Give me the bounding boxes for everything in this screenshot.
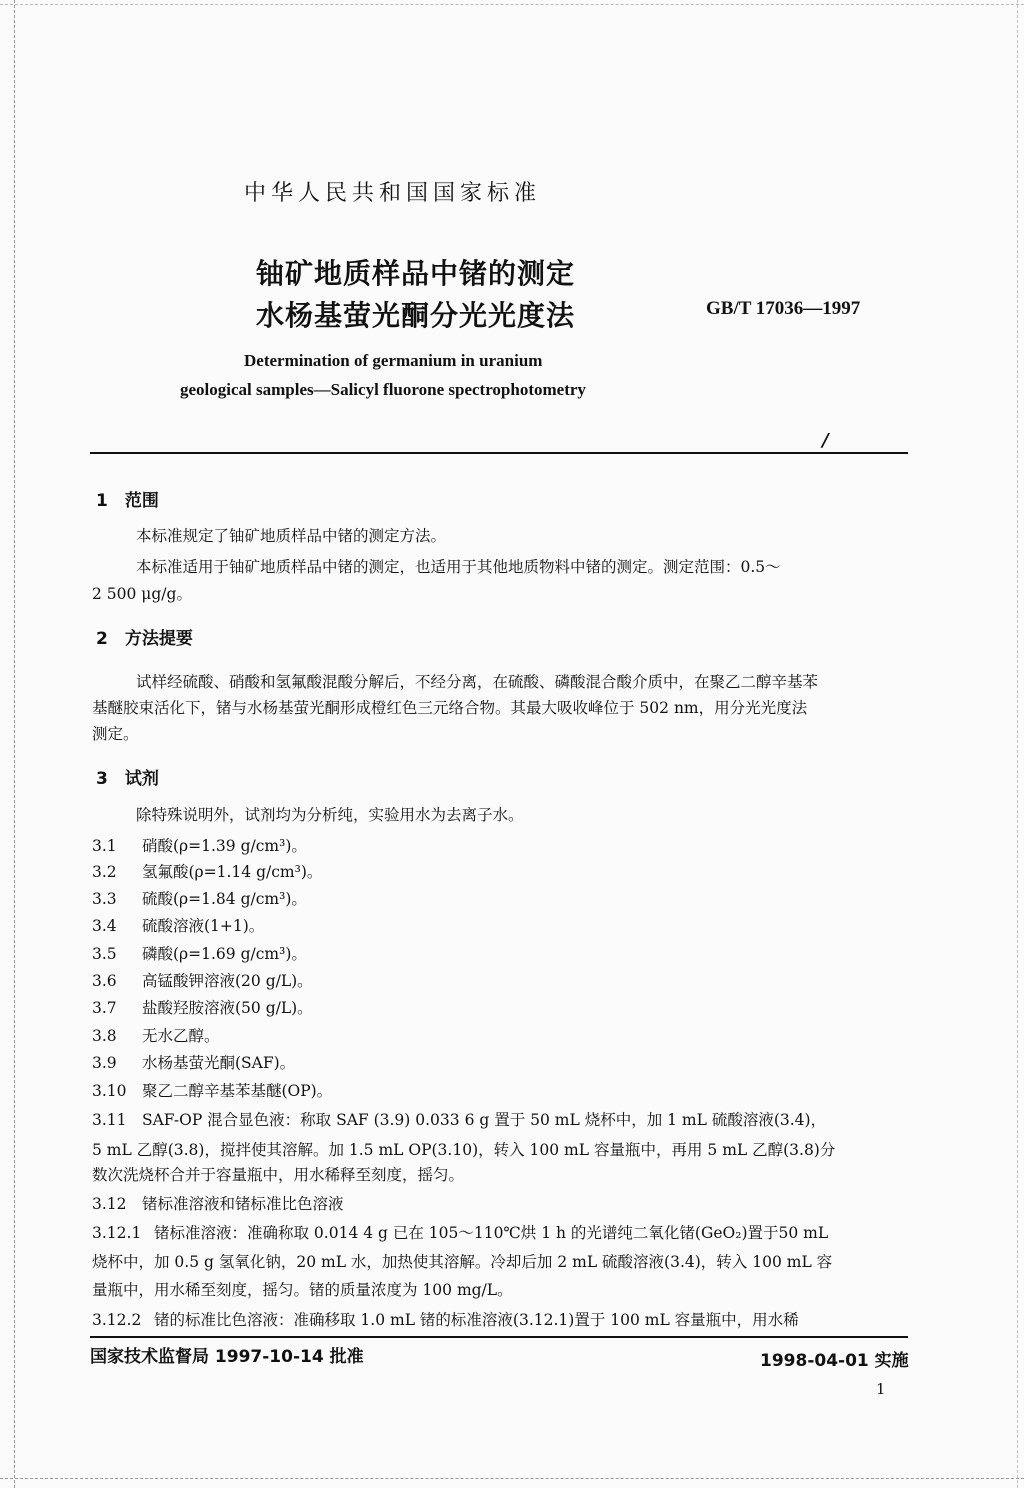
stray-mark: / <box>822 430 829 451</box>
reagent-item <box>92 834 307 856</box>
title-en-line-2: geological samples—Salicyl fluorone spectrophotometry <box>180 380 586 399</box>
reagent-item-3-12-1-line-1: 锗标准溶液：准确称取 0.014 4 g 已在 105～110℃烘 1 h 的光谱纯二氧化锗(GeO₂)置于50 mL <box>154 1224 829 1242</box>
method-line-2: 基醚胶束活化下，锗与水杨基萤光酮形成橙红色三元络合物。其最大吸收峰位于 502 nm，用分光光度法 <box>92 699 808 717</box>
method-line-1: 试样经硫酸、硝酸和氢氟酸混酸分解后，不经分离，在硫酸、磷酸混合酸介质中，在聚乙二醇辛基苯 <box>136 673 819 691</box>
reagent-item-3-11-line-3: 数次洗烧杯合并于容量瓶中，用水稀释至刻度，摇匀。 <box>92 1166 465 1184</box>
reagent-item <box>92 914 264 936</box>
reagent-item-number: 3.1 <box>92 837 117 855</box>
reagent-item-3-12-2-line-1: 锗的标准比色溶液：准确移取 1.0 mL 锗的标准溶液(3.12.1)置于 100 mL 容量瓶中，用水稀 <box>154 1311 799 1329</box>
reagent-item-text: 水杨基萤光酮(SAF)。 <box>142 1054 296 1072</box>
scan-edge-top <box>0 4 1024 5</box>
reagent-item-number: 3.4 <box>92 917 117 935</box>
scan-edge-left <box>14 0 15 1488</box>
reagent-item-3-12-1 <box>92 1221 828 1243</box>
reagent-item-text: 盐酸羟胺溶液(50 g/L)。 <box>142 999 313 1017</box>
reagent-item-3-12-2 <box>92 1308 799 1330</box>
title-en-line-1: Determination of germanium in uranium <box>244 351 543 370</box>
reagent-item <box>92 1051 295 1073</box>
reagent-item-number: 3.12.1 <box>92 1224 142 1242</box>
reagents-intro: 除特殊说明外，试剂均为分析纯，实验用水为去离子水。 <box>136 806 524 824</box>
reagent-item <box>92 1079 332 1101</box>
national-standard-label: 中华人民共和国国家标准 <box>244 181 542 206</box>
reagent-item-3-11 <box>92 1108 826 1130</box>
reagent-item-3-12-text: 锗标准溶液和锗标准比色溶液 <box>142 1195 344 1213</box>
reagent-item-text: 聚乙二醇辛基苯基醚(OP)。 <box>142 1082 333 1100</box>
reagent-item <box>92 996 313 1018</box>
reagent-item-number: 3.9 <box>92 1054 117 1072</box>
reagent-item-3-12-1-line-3: 量瓶中，用水稀至刻度，摇匀。锗的质量浓度为 100 mg/L。 <box>92 1281 513 1299</box>
reagent-item-number: 3.6 <box>92 972 117 990</box>
section-heading-method: 2 方法提要 <box>96 629 193 649</box>
reagent-item <box>92 942 307 964</box>
reagent-item-text: 磷酸(ρ=1.69 g/cm³)。 <box>142 945 307 963</box>
reagent-item-number: 3.8 <box>92 1027 117 1045</box>
reagent-item-number: 3.12 <box>92 1195 127 1213</box>
reagent-item <box>92 1024 220 1046</box>
scan-edge-bottom <box>0 1478 1024 1479</box>
implementation-date: 1998-04-01 实施 <box>760 1351 909 1371</box>
reagent-item-text: 硝酸(ρ=1.39 g/cm³)。 <box>142 837 307 855</box>
scope-paragraph-2a: 本标准适用于铀矿地质样品中锗的测定，也适用于其他地质物料中锗的测定。测定范围：0.5～ <box>136 558 781 576</box>
reagent-item-number: 3.10 <box>92 1082 127 1100</box>
reagent-item <box>92 969 313 991</box>
title-line-2: 水杨基萤光酮分光光度法 <box>256 299 576 332</box>
scope-paragraph-2b: 2 500 μg/g。 <box>92 585 192 603</box>
section-heading-reagents: 3 试剂 <box>96 769 159 789</box>
footer-rule <box>90 1336 908 1338</box>
reagent-item <box>92 860 322 882</box>
reagent-item-number: 3.7 <box>92 999 117 1017</box>
reagent-item-number: 3.12.2 <box>92 1311 142 1329</box>
reagent-item-text: 无水乙醇。 <box>142 1027 220 1045</box>
title-line-1: 铀矿地质样品中锗的测定 <box>256 257 576 290</box>
reagent-item-number: 3.3 <box>92 890 117 908</box>
standard-code: GB/T 17036—1997 <box>706 298 861 319</box>
reagent-item-number: 3.2 <box>92 863 117 881</box>
method-line-3: 测定。 <box>92 725 139 743</box>
section-heading-scope: 1 范围 <box>96 491 159 511</box>
reagent-item-3-12 <box>92 1192 344 1214</box>
scan-edge-right <box>1017 0 1018 1488</box>
reagent-item-number: 3.5 <box>92 945 117 963</box>
approval-date: 国家技术监督局 1997-10-14 批准 <box>90 1347 364 1367</box>
reagent-item-3-11-line-1: SAF-OP 混合显色液：称取 SAF (3.9) 0.033 6 g 置于 50 mL 烧杯中，加 1 mL 硫酸溶液(3.4)， <box>142 1111 827 1129</box>
page-number: 1 <box>876 1380 886 1398</box>
reagent-item-text: 氢氟酸(ρ=1.14 g/cm³)。 <box>142 863 323 881</box>
scope-paragraph-1: 本标准规定了铀矿地质样品中锗的测定方法。 <box>136 527 447 545</box>
reagent-item-number: 3.11 <box>92 1111 127 1129</box>
reagent-item <box>92 887 307 909</box>
reagent-item-text: 高锰酸钾溶液(20 g/L)。 <box>142 972 313 990</box>
header-rule <box>90 452 908 454</box>
reagent-item-3-12-1-line-2: 烧杯中，加 0.5 g 氢氧化钠，20 mL 水，加热使其溶解。冷却后加 2 mL 硫酸溶液(3.4)，转入 100 mL 容 <box>92 1253 833 1271</box>
reagent-item-3-11-line-2: 5 mL 乙醇(3.8)，搅拌使其溶解。加 1.5 mL OP(3.10)，转入 100 mL 容量瓶中，再用 5 mL 乙醇(3.8)分 <box>92 1141 836 1159</box>
reagent-item-text: 硫酸溶液(1+1)。 <box>142 917 265 935</box>
reagent-item-text: 硫酸(ρ=1.84 g/cm³)。 <box>142 890 307 908</box>
